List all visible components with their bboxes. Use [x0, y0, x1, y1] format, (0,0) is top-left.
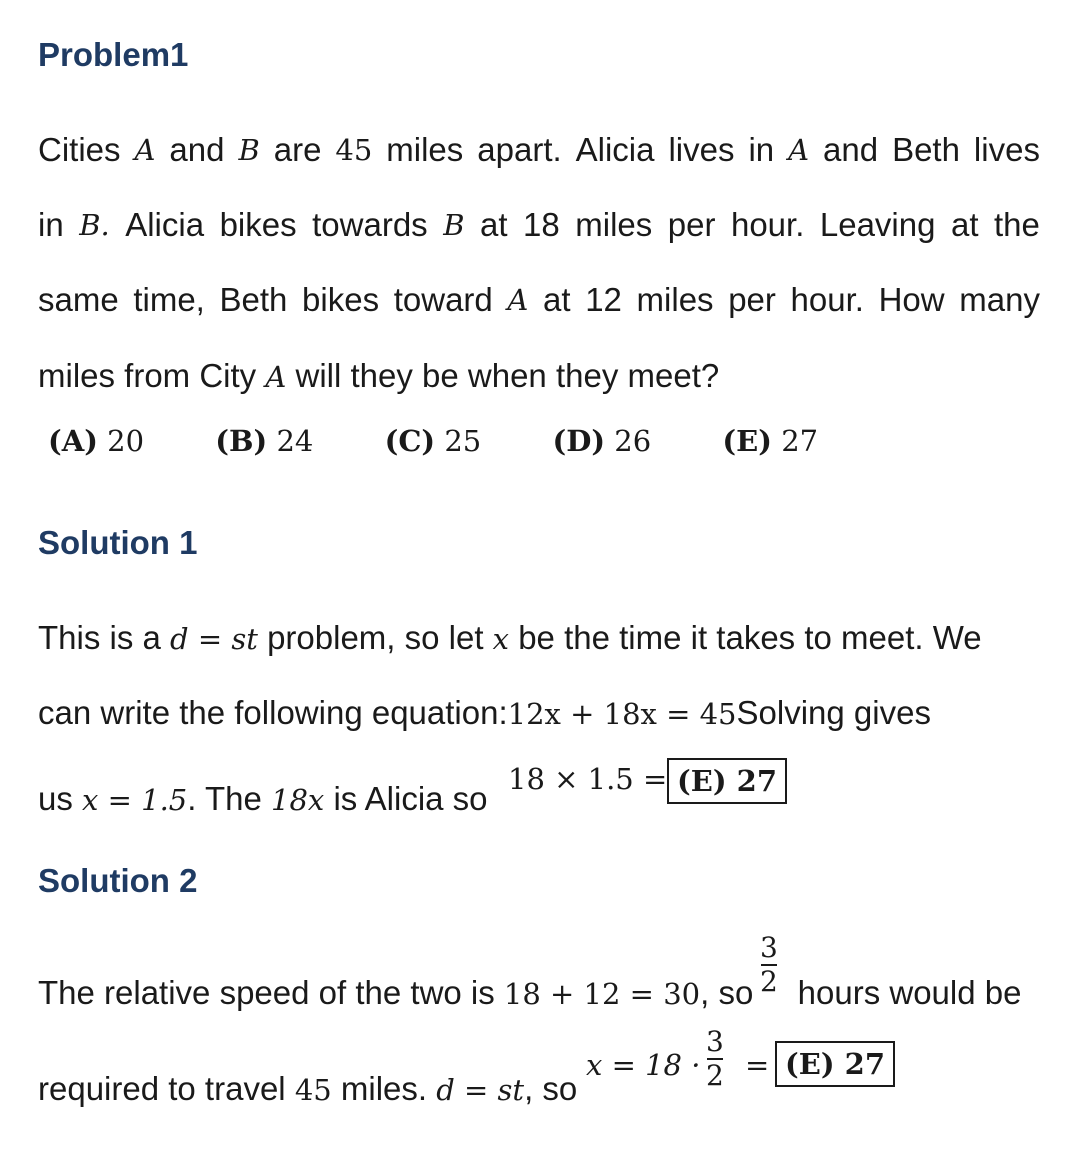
text: will they be when they meet?: [295, 357, 720, 394]
text: miles.: [340, 1070, 428, 1107]
solution2-answer-box: (E) 27: [775, 1041, 895, 1087]
word: and: [823, 131, 879, 168]
text: can write the following equation:: [38, 694, 508, 731]
word: same: [38, 281, 119, 318]
word: Beth: [219, 281, 288, 318]
word: are: [273, 131, 322, 168]
math-expr: d = st: [170, 622, 258, 656]
solution1-heading: Solution 1: [38, 524, 198, 561]
text: required to travel: [38, 1070, 286, 1107]
word: time,: [133, 281, 205, 318]
choice-e: (E) 27: [722, 424, 819, 458]
word: miles: [575, 206, 653, 243]
text: hours would be: [797, 974, 1022, 1011]
solution1-line-2: [38, 693, 931, 734]
solution2-fraction-2: [706, 1026, 724, 1092]
text: This is a: [38, 619, 161, 656]
choice-d: (D) 26: [552, 424, 652, 458]
math-var: x: [492, 622, 510, 656]
word: hour.: [730, 206, 805, 243]
word: Cities: [38, 131, 121, 168]
text: . The: [187, 780, 262, 817]
word: bikes: [302, 281, 380, 318]
solution2-line-2: [38, 1069, 577, 1110]
solution1-expression: 18 × 1.5 =: [508, 762, 668, 796]
problem-line-4: [38, 356, 719, 397]
equals-sign: =: [745, 1048, 770, 1082]
fraction-numerator: 3: [706, 1025, 724, 1058]
word: apart.: [477, 131, 562, 168]
word: the: [994, 206, 1040, 243]
word: hour.: [790, 281, 864, 318]
word: towards: [312, 206, 428, 243]
word: many: [959, 281, 1040, 318]
word: Leaving: [819, 206, 936, 243]
math-var: A: [788, 133, 810, 167]
word: miles: [636, 281, 714, 318]
text: , so: [524, 1070, 578, 1107]
word: Alicia: [575, 131, 655, 168]
fraction-denominator: 2: [706, 1059, 724, 1092]
text: miles from City: [38, 357, 257, 394]
word: at: [480, 206, 508, 243]
word: at: [950, 206, 979, 243]
solution2-line-1: [38, 973, 1021, 1014]
word: in: [748, 131, 775, 168]
word: 12: [585, 281, 622, 318]
problem-line-3: [38, 280, 1040, 320]
word: 18: [523, 206, 560, 243]
math-expr: d = st: [436, 1073, 525, 1107]
word: How: [878, 281, 945, 318]
problem-heading: Problem1: [38, 36, 189, 73]
word: at: [543, 281, 571, 318]
text: Solving gives: [736, 694, 931, 731]
solution1-answer-box: (E) 27: [667, 758, 787, 804]
solution2-heading: Solution 2: [38, 862, 198, 899]
answer-choices: [48, 424, 880, 458]
problem-line-1: [38, 130, 1040, 170]
solution1-line-1: [38, 618, 982, 659]
math-var: B.: [79, 208, 110, 242]
word: and: [169, 131, 225, 168]
text: The relative speed of the two is: [38, 974, 495, 1011]
fraction-numerator: 3: [760, 931, 778, 964]
solution2-fraction-1: [760, 932, 778, 998]
math-number: 45: [335, 133, 373, 167]
solution2-expression: x = 18 ·: [586, 1048, 701, 1082]
choice-a: (A) 20: [48, 424, 145, 458]
math-var: B: [238, 133, 260, 167]
word: Beth: [892, 131, 960, 168]
math-var: A: [265, 360, 287, 394]
math-var: A: [134, 133, 156, 167]
word: lives: [973, 131, 1040, 168]
text: , so: [700, 974, 754, 1011]
math-number: 45: [294, 1073, 332, 1107]
solution1-line-3: [38, 779, 488, 820]
choice-b: (B) 24: [215, 424, 314, 458]
word: per: [728, 281, 776, 318]
text: is Alicia so: [333, 780, 488, 817]
fraction-denominator: 2: [760, 965, 778, 998]
math-expr: x = 1.5: [82, 783, 188, 817]
text: problem, so let: [267, 619, 484, 656]
math-equation: 12x + 18x = 45: [507, 697, 737, 731]
math-var: A: [507, 283, 529, 317]
math-var: B: [443, 208, 465, 242]
word: miles: [386, 131, 464, 168]
word: per: [667, 206, 716, 243]
choice-c: (C) 25: [384, 424, 482, 458]
math-expr: 18 + 12 = 30: [503, 977, 701, 1011]
problem-line-2: [38, 205, 1040, 245]
text: be the time it takes to meet. We: [518, 619, 982, 656]
word: in: [38, 206, 64, 243]
word: lives: [668, 131, 735, 168]
word: Alicia: [125, 206, 205, 243]
word: bikes: [219, 206, 297, 243]
text: us: [38, 780, 73, 817]
math-expr: 18x: [271, 783, 325, 817]
word: toward: [393, 281, 493, 318]
